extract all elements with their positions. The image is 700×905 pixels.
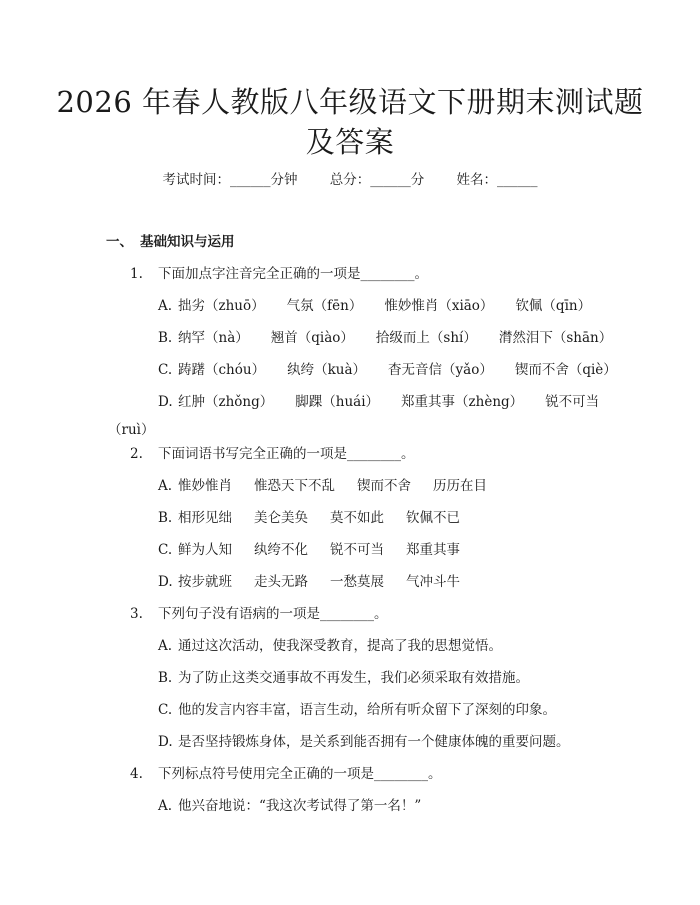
option-item: 钦佩不已 bbox=[406, 510, 460, 526]
option-line bbox=[158, 666, 529, 686]
option-item: 锲而不舍 bbox=[357, 478, 411, 494]
option-item: 鲜为人知 bbox=[178, 542, 232, 558]
option-line bbox=[158, 634, 502, 654]
option-letter: A. bbox=[158, 478, 173, 494]
option-item: 相形见绌 bbox=[178, 510, 232, 526]
question-number: 2. bbox=[130, 446, 143, 462]
option-item: 翘首（qiào） bbox=[270, 330, 354, 346]
option-item: 惟妙惟肖（xiāo） bbox=[384, 298, 494, 314]
option-item: 纳罕（nà） bbox=[178, 330, 249, 346]
option-item: 通过这次活动，使我深受教育，提高了我的思想觉悟。 bbox=[178, 638, 502, 654]
page-title-line1: 2026 年春人教版八年级语文下册期末测试题 bbox=[56, 85, 644, 119]
question-stem bbox=[130, 762, 442, 782]
option-line bbox=[158, 570, 460, 590]
option-letter: C. bbox=[158, 542, 173, 558]
option-line bbox=[158, 506, 460, 526]
question-stem bbox=[130, 602, 388, 622]
student-name-field: 姓名：______ bbox=[456, 172, 538, 188]
question-text: 下面加点字注音完全正确的一项是________。 bbox=[158, 266, 428, 282]
option-letter: B. bbox=[158, 670, 173, 686]
option-wrap-text: （ruì） bbox=[108, 422, 155, 438]
section-heading bbox=[106, 230, 235, 250]
option-line bbox=[158, 358, 617, 378]
option-item: 气冲斗牛 bbox=[406, 574, 460, 590]
option-letter: A. bbox=[158, 798, 173, 814]
question-text: 下面词语书写完全正确的一项是________。 bbox=[158, 446, 415, 462]
exam-time-field: 考试时间：______分钟 bbox=[162, 172, 298, 188]
option-letter: D. bbox=[158, 574, 173, 590]
option-item: 拙劣（zhuō） bbox=[178, 298, 265, 314]
option-item: 潸然泪下（shān） bbox=[498, 330, 613, 346]
question-stem bbox=[130, 262, 428, 282]
option-letter: C. bbox=[158, 362, 173, 378]
option-item: 锐不可当 bbox=[545, 394, 600, 410]
option-line bbox=[158, 538, 460, 558]
option-item: 脚踝（huái） bbox=[295, 394, 380, 410]
option-item: 莫不如此 bbox=[330, 510, 384, 526]
option-line bbox=[158, 698, 556, 718]
question-text: 下列句子没有语病的一项是________。 bbox=[158, 606, 388, 622]
option-item: 是否坚持锻炼身体，是关系到能否拥有一个健康体魄的重要问题。 bbox=[178, 734, 570, 750]
option-letter: A. bbox=[158, 298, 173, 314]
option-item: 纨绔不化 bbox=[254, 542, 308, 558]
option-item: 按步就班 bbox=[178, 574, 232, 590]
option-line bbox=[158, 794, 421, 814]
option-item: 惟恐天下不乱 bbox=[254, 478, 335, 494]
option-letter: D. bbox=[158, 394, 173, 410]
option-item: 杳无音信（yǎo） bbox=[388, 362, 493, 378]
option-letter: D. bbox=[158, 734, 173, 750]
exam-info-row bbox=[0, 168, 700, 188]
option-line bbox=[158, 390, 599, 410]
option-item: 拾级而上（shí） bbox=[375, 330, 477, 346]
page-title-line2: 及答案 bbox=[305, 125, 395, 159]
option-item: 锐不可当 bbox=[330, 542, 384, 558]
option-item: 钦佩（qīn） bbox=[515, 298, 592, 314]
option-item: 美仑美奂 bbox=[254, 510, 308, 526]
option-letter: B. bbox=[158, 510, 173, 526]
option-line bbox=[158, 326, 612, 346]
question-text: 下列标点符号使用完全正确的一项是________。 bbox=[158, 766, 442, 782]
question-number: 3. bbox=[130, 606, 143, 622]
section-label: 基础知识与运用 bbox=[140, 234, 235, 250]
option-item: 一愁莫展 bbox=[330, 574, 384, 590]
option-item: 郑重其事 bbox=[406, 542, 460, 558]
question-number: 4. bbox=[130, 766, 143, 782]
option-item: 纨绔（kuà） bbox=[287, 362, 367, 378]
option-item: 气氛（fēn） bbox=[286, 298, 363, 314]
option-line bbox=[158, 730, 570, 750]
option-letter: A. bbox=[158, 638, 173, 654]
option-item: 他兴奋地说：“我这次考试得了第一名！” bbox=[178, 798, 422, 814]
option-item: 红肿（zhǒng） bbox=[178, 394, 274, 410]
option-letter: B. bbox=[158, 330, 173, 346]
option-item: 走头无路 bbox=[254, 574, 308, 590]
option-item: 为了防止这类交通事故不再发生，我们必须采取有效措施。 bbox=[178, 670, 529, 686]
question-stem bbox=[130, 442, 415, 462]
option-item: 惟妙惟肖 bbox=[178, 478, 232, 494]
option-line bbox=[158, 294, 591, 314]
option-item: 他的发言内容丰富，语言生动，给所有听众留下了深刻的印象。 bbox=[178, 702, 556, 718]
option-item: 历历在目 bbox=[433, 478, 487, 494]
option-line bbox=[158, 474, 487, 494]
option-item: 郑重其事（zhèng） bbox=[401, 394, 524, 410]
option-letter: C. bbox=[158, 702, 173, 718]
section-number: 一、 bbox=[106, 234, 133, 250]
option-item: 锲而不舍（qiè） bbox=[514, 362, 617, 378]
question-number: 1. bbox=[130, 266, 143, 282]
option-item: 踌躇（chóu） bbox=[178, 362, 266, 378]
total-score-field: 总分：______分 bbox=[329, 172, 425, 188]
